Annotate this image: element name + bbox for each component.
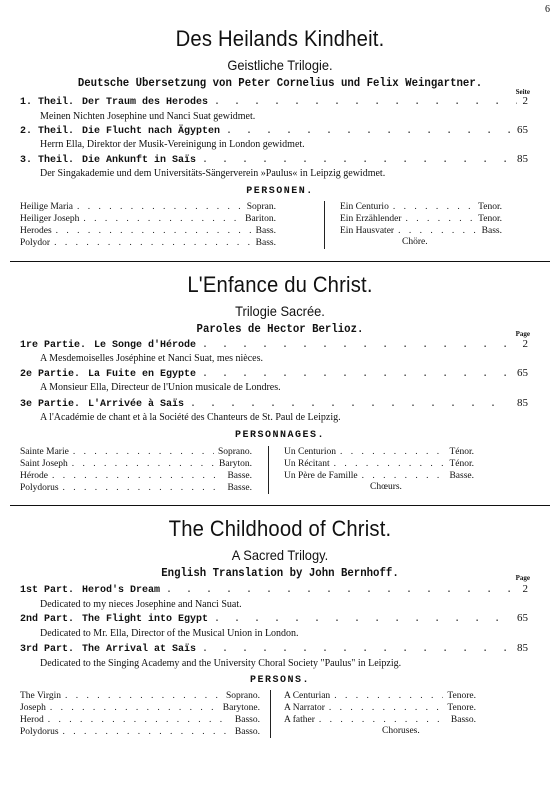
- part-title: L'Arrivée à Saïs: [88, 399, 185, 410]
- leader-dots: [56, 225, 252, 237]
- part-number: 1. Theil.: [20, 97, 75, 108]
- voice-type: Baryton.: [219, 459, 252, 469]
- leader-dots: [393, 201, 474, 213]
- role-name: Polydorus: [20, 727, 59, 737]
- part-title: The Flight into Egypt: [82, 614, 209, 625]
- part-number: 1re Partie.: [20, 340, 87, 351]
- voice-type: Bass.: [255, 238, 276, 248]
- french-subtitle: Trilogie Sacrée.: [235, 303, 325, 319]
- german-page-label: Seite: [515, 88, 530, 96]
- voice-type: Soprano.: [217, 447, 252, 457]
- leader-dots: [405, 213, 474, 225]
- role-name: Polydorus: [20, 483, 59, 493]
- english-dedication-3: Dedicated to the Singing Academy and the University Choral Society "Paulus" in Leipzig.: [40, 658, 402, 669]
- leader-dots: [214, 97, 516, 108]
- french-toc-row-1: [20, 338, 528, 353]
- german-dedication-1: Meinen Nichten Josephine und Nanci Suat gewidmet.: [40, 111, 256, 122]
- part-number: 2e Partie.: [20, 369, 81, 380]
- leader-dots: [65, 690, 222, 702]
- cast-divider: [324, 201, 325, 249]
- leader-dots: [340, 446, 445, 458]
- german-cast-left: [20, 201, 276, 249]
- role-name: The Virgin: [20, 691, 62, 701]
- leader-dots: [334, 690, 443, 702]
- voice-type: Bass.: [481, 226, 502, 236]
- page-number: 65: [517, 124, 528, 136]
- part-title: Le Songe d'Hérode: [94, 340, 197, 351]
- german-toc-row-3: [20, 153, 528, 168]
- role-name: Un Centurion: [284, 447, 336, 457]
- voice-type: Basso.: [234, 727, 260, 737]
- part-title: La Fuite en Egypte: [88, 369, 197, 380]
- page-number: 65: [517, 367, 528, 379]
- french-toc-row-2: [20, 367, 528, 382]
- german-cast-right: [340, 201, 502, 237]
- cast-entry: [284, 690, 476, 702]
- role-name: Ein Centurio: [340, 202, 389, 212]
- leader-dots: [362, 470, 446, 482]
- role-name: A father: [284, 715, 315, 725]
- cast-entry: [20, 225, 276, 237]
- role-name: Herodes: [20, 226, 52, 236]
- role-name: Heilige Maria: [20, 202, 74, 212]
- french-chorus: Chœurs.: [370, 482, 402, 492]
- french-title: L'Enfance du Christ.: [187, 272, 373, 297]
- part-title: The Arrival at Saïs: [82, 644, 197, 655]
- part-number: 2. Theil.: [20, 126, 75, 137]
- cast-entry: [20, 714, 260, 726]
- page-number: 2: [522, 583, 528, 595]
- role-name: Polydor: [20, 238, 51, 248]
- leader-dots: [73, 446, 214, 458]
- voice-type: Basse.: [227, 471, 252, 481]
- cast-entry: [340, 201, 502, 213]
- leader-dots: [50, 702, 219, 714]
- german-toc-row-2: [20, 124, 528, 139]
- cast-entry: [20, 690, 260, 702]
- leader-dots: [48, 714, 231, 726]
- leader-dots: [202, 644, 511, 655]
- leader-dots: [226, 126, 511, 137]
- leader-dots: [54, 237, 252, 249]
- voice-type: Basse.: [449, 471, 474, 481]
- cast-divider: [268, 446, 269, 494]
- part-number: 3e Partie.: [20, 399, 81, 410]
- cast-entry: [20, 470, 252, 482]
- french-persons-heading: PERSONNAGES.: [234, 430, 325, 441]
- voice-type: Tenore.: [447, 691, 476, 701]
- leader-dots: [63, 726, 231, 738]
- german-credit: Deutsche Übersetzung von Peter Cornelius und Felix Weingartner.: [77, 77, 483, 90]
- page-number: 85: [517, 153, 528, 165]
- cast-entry: [284, 702, 476, 714]
- leader-dots: [190, 399, 511, 410]
- part-number: 3. Theil.: [20, 155, 75, 166]
- voice-type: Basse.: [227, 483, 252, 493]
- leader-dots: [319, 714, 447, 726]
- english-toc-row-1: [20, 583, 528, 598]
- cast-entry: [20, 201, 276, 213]
- page-number-mark: 6: [545, 4, 550, 15]
- english-toc-row-2: [20, 612, 528, 627]
- english-cast-left: [20, 690, 260, 738]
- english-dedication-1: Dedicated to my nieces Josephine and Nanci Suat.: [40, 599, 242, 610]
- leader-dots: [166, 585, 516, 596]
- part-title: Herod's Dream: [82, 585, 161, 596]
- english-toc-row-3: [20, 642, 528, 657]
- cast-entry: [340, 213, 502, 225]
- leader-dots: [77, 201, 243, 213]
- voice-type: Bass.: [255, 226, 276, 236]
- voice-type: Basso.: [234, 715, 260, 725]
- german-dedication-2: Herrn Ella, Direktor der Musik-Vereinigung in London gewidmet.: [40, 139, 305, 150]
- part-number: 3rd Part.: [20, 644, 75, 655]
- english-subtitle: A Sacred Trilogy.: [231, 547, 329, 563]
- page-number: 65: [517, 612, 528, 624]
- voice-type: Basso.: [450, 715, 476, 725]
- role-name: Un Récitant: [284, 459, 330, 469]
- voice-type: Sopran.: [246, 202, 276, 212]
- leader-dots: [329, 702, 443, 714]
- french-toc-row-3: [20, 397, 528, 412]
- leader-dots: [202, 369, 511, 380]
- section-divider: [10, 505, 550, 506]
- cast-entry: [20, 726, 260, 738]
- role-name: Hérode: [20, 471, 48, 481]
- role-name: Sainte Marie: [20, 447, 69, 457]
- french-section: [0, 272, 560, 338]
- voice-type: Soprano.: [225, 691, 260, 701]
- voice-type: Ténor.: [449, 447, 474, 457]
- leader-dots: [202, 155, 511, 166]
- page-number: 85: [517, 642, 528, 654]
- french-dedication-2: A Monsieur Ella, Directeur de l'Union musicale de Londres.: [40, 382, 281, 393]
- role-name: Saint Joseph: [20, 459, 68, 469]
- cast-entry: [284, 458, 474, 470]
- part-title: Die Flucht nach Ägypten: [82, 126, 221, 137]
- leader-dots: [398, 225, 478, 237]
- english-persons-heading: PERSONS.: [249, 675, 310, 686]
- leader-dots: [72, 458, 215, 470]
- german-chorus: Chöre.: [402, 237, 428, 247]
- cast-divider: [270, 690, 271, 738]
- french-cast-right: [284, 446, 474, 482]
- english-section: [0, 516, 560, 582]
- voice-type: Ténor.: [449, 459, 474, 469]
- cast-entry: [284, 470, 474, 482]
- cast-entry: [20, 213, 276, 225]
- part-title: Der Traum des Herodes: [82, 97, 209, 108]
- cast-entry: [20, 237, 276, 249]
- french-dedication-3: A l'Académie de chant et à la Société des Chanteurs de St. Paul de Leipzig.: [40, 412, 341, 423]
- german-title: Des Heilands Kindheit.: [175, 26, 385, 51]
- leader-dots: [202, 340, 516, 351]
- page-number: 85: [517, 397, 528, 409]
- cast-entry: [20, 458, 252, 470]
- german-persons-heading: PERSONEN.: [246, 186, 314, 197]
- voice-type: Tenor.: [478, 214, 502, 224]
- german-toc-row-1: [20, 95, 528, 110]
- role-name: Heiliger Joseph: [20, 214, 80, 224]
- page-number: 2: [522, 338, 528, 350]
- role-name: A Centurian: [284, 691, 331, 701]
- french-page-label: Page: [515, 330, 530, 338]
- cast-entry: [340, 225, 502, 237]
- german-dedication-3: Der Singakademie und dem Universitäts-Sängerverein »Paulus« in Leipzig gewidmet.: [40, 168, 386, 179]
- cast-entry: [20, 482, 252, 494]
- role-name: Herod: [20, 715, 44, 725]
- english-dedication-2: Dedicated to Mr. Ella, Director of the Musical Union in London.: [40, 628, 299, 639]
- english-cast-right: [284, 690, 476, 726]
- leader-dots: [214, 614, 511, 625]
- page-number: 2: [522, 95, 528, 107]
- cast-entry: [284, 714, 476, 726]
- german-section: [0, 26, 560, 92]
- cast-entry: [20, 702, 260, 714]
- voice-type: Bariton.: [245, 214, 276, 224]
- english-credit: English Translation by John Bernhoff.: [161, 567, 399, 580]
- english-title: The Childhood of Christ.: [168, 516, 392, 541]
- cast-entry: [20, 446, 252, 458]
- leader-dots: [52, 470, 223, 482]
- french-dedication-1: A Mesdemoiselles Joséphine et Nanci Suat, mes nièces.: [40, 353, 264, 364]
- part-title: Die Ankunft in Saïs: [82, 155, 197, 166]
- voice-type: Tenor.: [478, 202, 502, 212]
- leader-dots: [63, 482, 224, 494]
- french-credit: Paroles de Hector Berlioz.: [196, 323, 364, 336]
- role-name: Ein Hausvater: [340, 226, 395, 236]
- leader-dots: [83, 213, 241, 225]
- cast-entry: [284, 446, 474, 458]
- section-divider: [10, 261, 550, 262]
- voice-type: Tenore.: [447, 703, 476, 713]
- part-number: 1st Part.: [20, 585, 75, 596]
- english-page-label: Page: [515, 574, 530, 582]
- voice-type: Barytone.: [222, 703, 260, 713]
- leader-dots: [334, 458, 446, 470]
- german-subtitle: Geistliche Trilogie.: [227, 57, 333, 73]
- role-name: Un Père de Famille: [284, 471, 358, 481]
- role-name: Ein Erzählender: [340, 214, 402, 224]
- role-name: A Narrator: [284, 703, 325, 713]
- english-chorus: Choruses.: [382, 726, 420, 736]
- part-number: 2nd Part.: [20, 614, 75, 625]
- french-cast-left: [20, 446, 252, 494]
- role-name: Joseph: [20, 703, 46, 713]
